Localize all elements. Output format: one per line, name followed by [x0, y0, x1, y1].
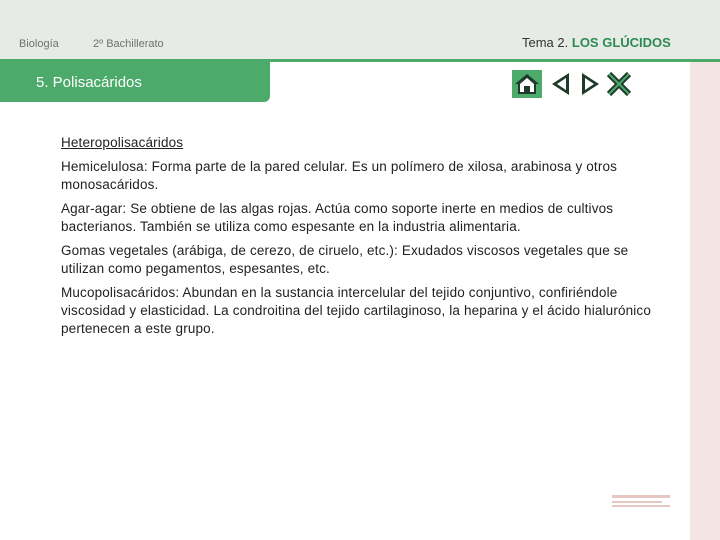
content-heading: Heteropolisacáridos	[61, 135, 184, 150]
previous-arrow-icon[interactable]	[549, 70, 573, 98]
list-item	[61, 158, 671, 194]
content-body	[61, 134, 671, 344]
item-term: Hemicelulosa	[61, 159, 144, 174]
subject-label: Biología	[19, 38, 59, 50]
next-arrow-icon[interactable]	[578, 70, 602, 98]
course-label: 2º Bachillerato	[93, 38, 164, 50]
header-band	[0, 0, 720, 60]
close-icon[interactable]	[604, 70, 634, 98]
list-item	[61, 284, 671, 338]
list-item	[61, 242, 671, 278]
section-title: 5. Polisacáridos	[36, 74, 142, 91]
item-text: : Forma parte de la pared celular. Es un polímero de xilosa, arabinosa y otros monosacáridos.	[61, 159, 618, 192]
item-text: : Exudados viscosos vegetales que se utilizan como pegamentos, espesantes, etc.	[61, 243, 629, 276]
right-side-panel	[690, 62, 720, 540]
watermark-logo	[612, 494, 674, 510]
item-text: : Se obtiene de las algas rojas. Actúa como soporte inerte en medios de cultivos bacterianos. También se utiliza como espesante en la industria alimentaria.	[61, 201, 614, 234]
topic-name: LOS GLÚCIDOS	[571, 35, 671, 50]
item-text: : Abundan en la sustancia intercelular del tejido conjuntivo, confiriéndole viscosidad y elasticidad. La condroitina del tejido cartilaginoso, la heparina y el ácido hialurónico pertenecen a este grupo.	[61, 285, 651, 336]
topic-title	[522, 35, 671, 50]
topic-prefix: Tema 2.	[522, 35, 569, 50]
item-term: Gomas vegetales (arábiga, de cerezo, de ciruelo, etc.)	[61, 243, 395, 258]
item-term: Mucopolisacáridos	[61, 285, 176, 300]
home-icon[interactable]	[512, 70, 542, 98]
list-item	[61, 200, 671, 236]
item-term: Agar-agar	[61, 201, 123, 216]
